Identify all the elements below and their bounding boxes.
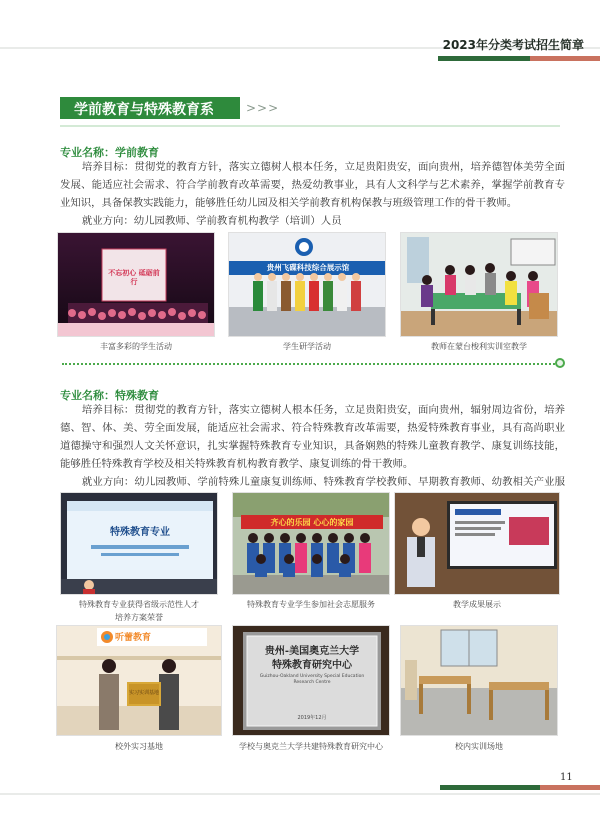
major1-career: 就业方向：幼儿园教师、学前教育机构教学（培训）人员	[81, 215, 342, 227]
page-number: 11	[560, 772, 573, 783]
caption-volunteer-service: 特殊教育专业学生参加社会志愿服务	[247, 600, 375, 609]
caption-teaching-results: 教学成果展示	[453, 600, 501, 609]
major1-goal: 培养目标：贯彻党的教育方针，落实立德树人根本任务，立足贵阳贵安，面向贵州，培养德智体美劳全面发展、能适应社会需求、符合学前教育改革需要，热爱幼教事业，具有人文科学与艺术素养，掌握学前教育专业知识，具备保教实践能力，能够胜任幼儿园及相关学前教育机构保教与班级管理工作的骨干教师。	[60, 161, 565, 209]
caption-student-activity: 丰富多彩的学生活动	[100, 342, 172, 351]
major2-name: 专业名称：特殊教育	[60, 389, 159, 402]
classroom-image	[401, 233, 558, 337]
presentation-screen-image	[61, 493, 218, 595]
caption-campus-training: 校内实训场地	[455, 742, 503, 751]
major2-goal: 培养目标：贯彻党的教育方针，落实立德树人根本任务，立足贵阳贵安，面向贵州，辐射周边省份，培养德、智、体、美、劳全面发展，能适应社会需求、符合特殊教育改革需要，热爱特殊教育事业，具有高尚职业道德操守和强烈人文关怀意识，扎实掌握特殊教育专业知识，具备娴熟的特殊儿童教育教学、康复训练技能，能够胜任特殊教育学校及相关特殊教育机构教育教学、康复训练的骨干教师。	[60, 404, 565, 470]
major2-career: 就业方向：幼儿园教师、学前特殊儿童康复训练师、特殊教育学校教师、早期教育教师、幼教相关产业服	[81, 476, 565, 488]
photo-teaching-results	[394, 492, 560, 595]
volunteer-group-image	[233, 493, 390, 595]
banner-text: 齐心的乐园 心心的家园	[270, 518, 354, 527]
header-accent-red	[530, 56, 600, 61]
plaque-title-line1: 贵州-美国奥克兰大学	[264, 646, 360, 657]
brochure-title: 2023年分类考试招生简章	[442, 38, 584, 52]
divider-dot-icon	[555, 358, 565, 368]
section-underline	[60, 125, 560, 127]
section-title: 学前教育与特殊教育系	[74, 102, 214, 118]
footer-divider	[0, 793, 600, 795]
major1-name: 专业名称：学前教育	[60, 146, 159, 159]
photo-volunteer-service	[232, 492, 390, 595]
plaque-english-text: Guizhou-Oakland University Special Education Research Centre	[259, 674, 365, 685]
footer-accent-green	[440, 785, 540, 790]
photo-montessori-teaching	[400, 232, 558, 337]
footer-accent-red	[540, 785, 600, 790]
caption-special-ed-award-line1: 特殊教育专业获得省级示范性人才	[79, 600, 199, 609]
plaque-date: 2019年12月	[297, 715, 327, 721]
photo-study-tour	[228, 232, 386, 337]
center-sign-text: 听蕾教育	[115, 633, 152, 643]
photo-off-campus-base	[56, 625, 222, 736]
photo-special-ed-award	[60, 492, 218, 595]
museum-sign-text: 贵州飞碟科技综合展示馆	[266, 263, 350, 272]
results-presentation-image	[395, 493, 560, 595]
section-title-box	[60, 97, 240, 119]
caption-research-center: 学校与奥克兰大学共建特殊教育研究中心	[239, 742, 383, 751]
photo-research-center	[232, 625, 390, 736]
museum-group-image	[229, 233, 386, 337]
caption-montessori-teaching: 教师在蒙台梭利实训室教学	[431, 342, 527, 351]
caption-special-ed-award-line2: 培养方案荣誉	[115, 613, 163, 622]
base-plaque-text: 实习实训基地	[128, 690, 159, 696]
photo-student-activity	[57, 232, 215, 337]
training-room-image	[401, 626, 558, 736]
caption-off-campus-base: 校外实习基地	[115, 742, 163, 751]
plaque-title-line2: 特殊教育研究中心	[272, 660, 352, 671]
header-accent-green	[438, 56, 530, 61]
screen-title-text: 特殊教育专业	[110, 527, 170, 538]
dotted-divider	[62, 363, 562, 365]
caption-study-tour: 学生研学活动	[283, 342, 331, 351]
photo-campus-training	[400, 625, 558, 736]
chevron-arrows-icon: >>>	[246, 101, 280, 115]
stage-banner-text: 不忘初心 砥砺前行	[108, 269, 160, 286]
